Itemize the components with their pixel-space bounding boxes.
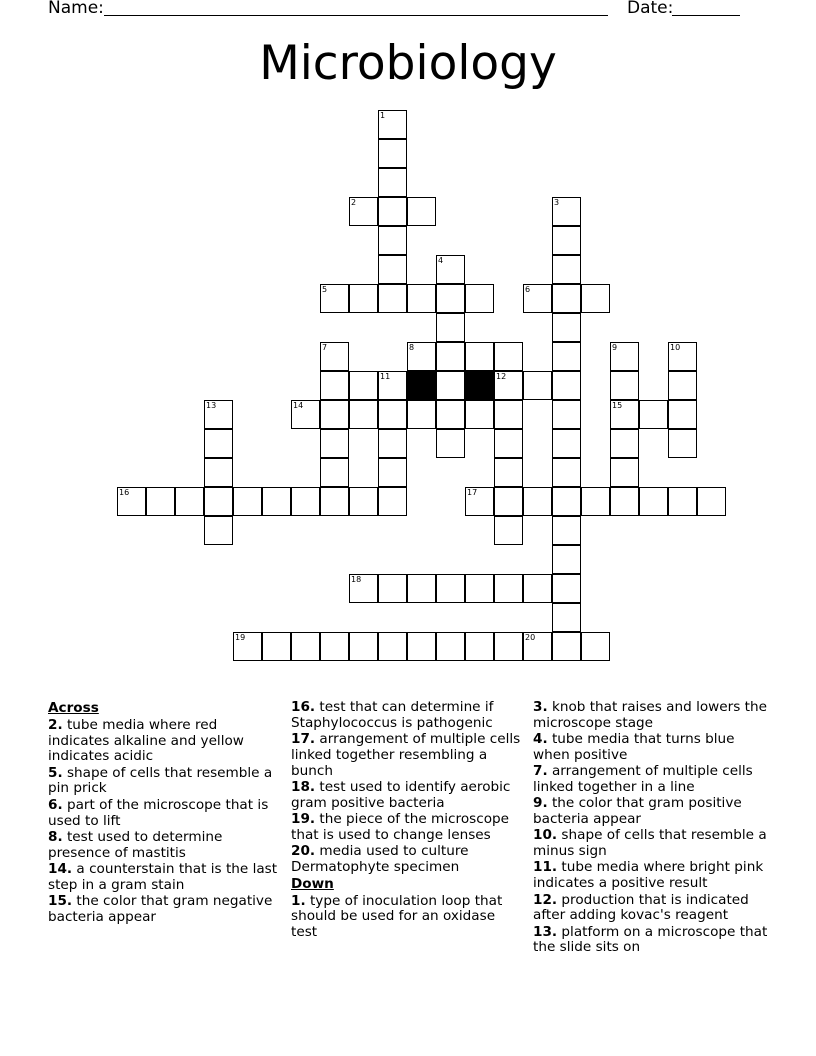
grid-cell[interactable]: [378, 458, 407, 487]
grid-cell[interactable]: [610, 400, 639, 429]
grid-cell[interactable]: [204, 458, 233, 487]
grid-cell[interactable]: [320, 429, 349, 458]
grid-cell[interactable]: [552, 574, 581, 603]
clue-text: part of the microscope that is used to lift: [48, 796, 269, 829]
cell-number: 13: [206, 401, 217, 410]
clues-column-1: [48, 700, 278, 926]
grid-cell[interactable]: [639, 487, 668, 516]
black-cell: [407, 371, 436, 400]
grid-cell[interactable]: [436, 371, 465, 400]
grid-cell[interactable]: [291, 400, 320, 429]
clue-across-18: [291, 780, 521, 812]
clue-number: 1.: [291, 892, 306, 909]
grid-cell[interactable]: [523, 487, 552, 516]
clue-text: media used to culture Dermatophyte specimen: [291, 843, 469, 875]
clue-number: 2.: [48, 716, 63, 733]
clue-text: shape of cells that resemble a minus sign: [533, 827, 767, 860]
grid-cell[interactable]: [436, 255, 465, 284]
grid-cell[interactable]: [378, 487, 407, 516]
cell-number: 17: [467, 488, 478, 497]
grid-cell[interactable]: [552, 313, 581, 342]
cell-number: 12: [496, 372, 507, 381]
grid-cell[interactable]: [320, 632, 349, 661]
clue-text: tube media that turns blue when positive: [533, 731, 735, 763]
clue-text: shape of cells that resemble a pin prick: [48, 764, 273, 797]
grid-cell[interactable]: [436, 429, 465, 458]
grid-cell[interactable]: [552, 429, 581, 458]
grid-cell[interactable]: [378, 226, 407, 255]
grid-cell[interactable]: [407, 632, 436, 661]
down-heading: Down: [291, 875, 334, 892]
black-cell: [465, 371, 494, 400]
grid-cell[interactable]: [175, 487, 204, 516]
grid-cell[interactable]: [610, 371, 639, 400]
grid-cell[interactable]: [378, 284, 407, 313]
clue-text: the color that gram positive bacteria appear: [533, 795, 742, 828]
grid-cell[interactable]: [320, 371, 349, 400]
grid-cell[interactable]: [552, 255, 581, 284]
grid-cell[interactable]: [436, 342, 465, 371]
grid-cell[interactable]: [552, 458, 581, 487]
clue-text: production that is indicated after adding kovac's reagent: [533, 891, 749, 924]
grid-cell[interactable]: [204, 429, 233, 458]
grid-cell[interactable]: [407, 197, 436, 226]
clue-down-13: [533, 925, 768, 957]
clue-across-8: [48, 830, 278, 862]
cell-number: 2: [351, 198, 357, 207]
cell-number: 6: [525, 285, 531, 294]
grid-cell[interactable]: [552, 342, 581, 371]
cell-number: 3: [554, 198, 560, 207]
grid-cell[interactable]: [465, 574, 494, 603]
grid-cell[interactable]: [320, 284, 349, 313]
cell-number: 8: [409, 343, 415, 352]
clue-number: 16.: [291, 699, 316, 715]
grid-cell[interactable]: [668, 342, 697, 371]
grid-cell[interactable]: [668, 371, 697, 400]
grid-cell[interactable]: [494, 400, 523, 429]
grid-cell[interactable]: [349, 400, 378, 429]
clue-number: 11.: [533, 859, 558, 876]
across-heading: Across: [48, 700, 99, 716]
grid-cell[interactable]: [262, 487, 291, 516]
grid-cell[interactable]: [581, 487, 610, 516]
grid-cell[interactable]: [494, 371, 523, 400]
grid-cell[interactable]: [146, 487, 175, 516]
grid-cell[interactable]: [378, 168, 407, 197]
grid-cell[interactable]: [494, 632, 523, 661]
grid-cell[interactable]: [436, 632, 465, 661]
grid-cell[interactable]: [581, 284, 610, 313]
grid-cell[interactable]: [436, 400, 465, 429]
grid-cell[interactable]: [407, 342, 436, 371]
grid-cell[interactable]: [407, 400, 436, 429]
grid-cell[interactable]: [552, 487, 581, 516]
cell-number: 18: [351, 575, 362, 584]
clue-number: 13.: [533, 923, 558, 940]
clue-number: 14.: [48, 860, 73, 877]
grid-cell[interactable]: [581, 632, 610, 661]
grid-cell[interactable]: [349, 574, 378, 603]
name-label: Name:: [48, 0, 104, 18]
cell-number: 10: [670, 343, 681, 352]
grid-cell[interactable]: [494, 342, 523, 371]
clue-number: 8.: [48, 828, 63, 845]
grid-cell[interactable]: [320, 342, 349, 371]
clue-down-10: [533, 828, 768, 860]
clue-text: test used to identify aerobic gram positive bacteria: [291, 778, 511, 811]
clue-text: test used to determine presence of mastitis: [48, 828, 223, 861]
grid-cell[interactable]: [204, 516, 233, 545]
clue-number: 18.: [291, 778, 316, 795]
grid-cell[interactable]: [494, 458, 523, 487]
clue-text: platform on a microscope that the slide sits on: [533, 923, 768, 956]
grid-cell[interactable]: [204, 400, 233, 429]
grid-cell[interactable]: [668, 487, 697, 516]
clue-across-2: [48, 718, 278, 765]
clue-across-15: [48, 894, 278, 926]
grid-cell[interactable]: [407, 574, 436, 603]
cell-number: 11: [380, 372, 391, 381]
grid-cell[interactable]: [523, 632, 552, 661]
grid-cell[interactable]: [436, 574, 465, 603]
clue-number: 19.: [291, 811, 316, 828]
clue-across-19: [291, 812, 521, 844]
grid-cell[interactable]: [378, 197, 407, 226]
grid-cell[interactable]: [552, 400, 581, 429]
clue-down-12: [533, 893, 768, 925]
grid-cell[interactable]: [320, 400, 349, 429]
clue-down-9: [533, 796, 768, 828]
grid-cell[interactable]: [320, 487, 349, 516]
clue-number: 4.: [533, 731, 548, 748]
clue-down-11: [533, 860, 768, 892]
clue-text: test that can determine if Staphylococcus is pathogenic: [291, 699, 494, 731]
name-field-line[interactable]: [104, 15, 608, 16]
grid-cell[interactable]: [349, 284, 378, 313]
clue-text: tube media where bright pink indicates a positive result: [533, 859, 764, 892]
cell-number: 5: [322, 285, 328, 294]
clue-down-4: [533, 732, 768, 764]
grid-cell[interactable]: [436, 313, 465, 342]
grid-cell[interactable]: [552, 197, 581, 226]
grid-cell[interactable]: [552, 284, 581, 313]
cell-number: 15: [612, 401, 623, 410]
cell-number: 1: [380, 111, 386, 120]
clue-text: arrangement of multiple cells linked together in a line: [533, 763, 753, 795]
grid-cell[interactable]: [552, 371, 581, 400]
grid-cell[interactable]: [378, 139, 407, 168]
clue-number: 20.: [291, 843, 316, 860]
grid-cell[interactable]: [378, 574, 407, 603]
grid-cell[interactable]: [262, 632, 291, 661]
cell-number: 14: [293, 401, 304, 410]
grid-cell[interactable]: [465, 342, 494, 371]
grid-cell[interactable]: [552, 632, 581, 661]
clue-text: the piece of the microscope that is used to change lenses: [291, 811, 509, 843]
cell-number: 19: [235, 633, 246, 642]
grid-cell[interactable]: [378, 110, 407, 139]
grid-cell[interactable]: [378, 400, 407, 429]
grid-cell[interactable]: [233, 632, 262, 661]
grid-cell[interactable]: [378, 371, 407, 400]
clue-across-5: [48, 766, 278, 798]
grid-cell[interactable]: [610, 458, 639, 487]
grid-cell[interactable]: [465, 632, 494, 661]
grid-cell[interactable]: [378, 429, 407, 458]
grid-cell[interactable]: [610, 487, 639, 516]
clue-text: tube media where red indicates alkaline and yellow indicates acidic: [48, 716, 244, 765]
grid-cell[interactable]: [494, 516, 523, 545]
clue-text: type of inoculation loop that should be used for an oxidase test: [291, 892, 503, 941]
grid-cell[interactable]: [378, 632, 407, 661]
header: [0, 0, 816, 22]
clue-across-17: [291, 732, 521, 779]
date-field-line[interactable]: [672, 15, 740, 16]
clue-number: 7.: [533, 763, 548, 780]
grid-cell[interactable]: [610, 342, 639, 371]
grid-cell[interactable]: [668, 400, 697, 429]
clue-text: a counterstain that is the last step in a gram stain: [48, 860, 278, 893]
clue-text: knob that raises and lowers the microscope stage: [533, 699, 767, 731]
date-label: Date:: [627, 0, 674, 18]
grid-cell[interactable]: [523, 371, 552, 400]
grid-cell[interactable]: [523, 574, 552, 603]
clue-across-16: [291, 700, 521, 732]
clue-number: 5.: [48, 764, 63, 781]
clue-number: 17.: [291, 731, 316, 748]
clue-number: 12.: [533, 891, 558, 908]
cell-number: 4: [438, 256, 444, 265]
grid-cell[interactable]: [465, 400, 494, 429]
grid-cell[interactable]: [494, 429, 523, 458]
clue-number: 10.: [533, 827, 558, 844]
cell-number: 7: [322, 343, 328, 352]
clue-across-6: [48, 798, 278, 830]
grid-cell[interactable]: [668, 429, 697, 458]
grid-cell[interactable]: [494, 487, 523, 516]
grid-cell[interactable]: [610, 429, 639, 458]
grid-cell[interactable]: [494, 574, 523, 603]
grid-cell[interactable]: [552, 226, 581, 255]
grid-cell[interactable]: [436, 284, 465, 313]
clue-across-20: [291, 844, 521, 876]
clue-number: 15.: [48, 893, 73, 910]
clue-text: the color that gram negative bacteria appear: [48, 893, 273, 925]
clue-text: arrangement of multiple cells linked together resembling a bunch: [291, 731, 521, 779]
grid-cell[interactable]: [349, 371, 378, 400]
grid-cell[interactable]: [291, 632, 320, 661]
clue-across-14: [48, 862, 278, 894]
grid-cell[interactable]: [378, 255, 407, 284]
clue-down-7: [533, 764, 768, 796]
grid-cell[interactable]: [204, 487, 233, 516]
grid-cell[interactable]: [291, 487, 320, 516]
grid-cell[interactable]: [523, 284, 552, 313]
cell-number: 20: [525, 633, 536, 642]
grid-cell[interactable]: [117, 487, 146, 516]
clues-column-2: [291, 700, 521, 941]
grid-cell[interactable]: [233, 487, 262, 516]
clue-number: 6.: [48, 796, 63, 813]
grid-cell[interactable]: [552, 516, 581, 545]
page-title: Microbiology: [259, 36, 557, 91]
grid-cell[interactable]: [465, 284, 494, 313]
cell-number: 16: [119, 488, 130, 497]
grid-cell[interactable]: [320, 458, 349, 487]
grid-cell[interactable]: [349, 632, 378, 661]
grid-cell[interactable]: [552, 545, 581, 574]
grid-cell[interactable]: [349, 487, 378, 516]
grid-cell[interactable]: [639, 400, 668, 429]
cell-number: 9: [612, 343, 618, 352]
grid-cell[interactable]: [349, 197, 378, 226]
clue-number: 9.: [533, 795, 548, 812]
clues-column-3: [533, 700, 768, 957]
grid-cell[interactable]: [465, 487, 494, 516]
clue-down-3: [533, 700, 768, 732]
grid-cell[interactable]: [697, 487, 726, 516]
grid-cell[interactable]: [552, 603, 581, 632]
clue-down-1: [291, 894, 521, 941]
clue-number: 3.: [533, 699, 548, 715]
grid-cell[interactable]: [407, 284, 436, 313]
